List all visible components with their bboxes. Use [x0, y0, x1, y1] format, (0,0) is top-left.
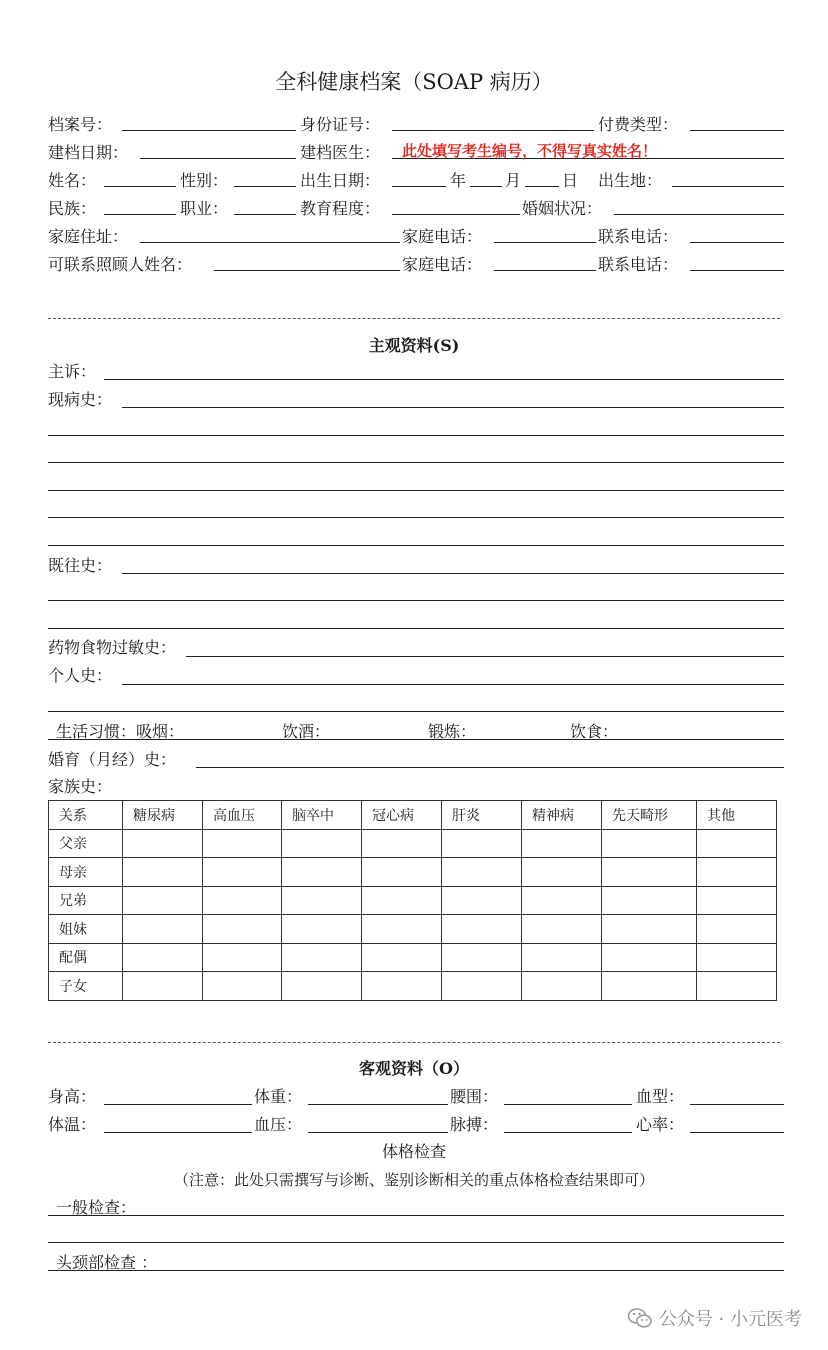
table-cell[interactable] — [602, 943, 697, 972]
general-exam-field[interactable] — [48, 1215, 784, 1216]
watermark-text: 公众号 · 小元医考 — [658, 1309, 802, 1330]
table-cell[interactable] — [203, 886, 282, 915]
education-field[interactable] — [392, 214, 520, 215]
table-cell[interactable] — [123, 886, 203, 915]
table-header: 关系 — [49, 801, 123, 830]
past-history-line[interactable] — [48, 628, 784, 629]
name-field[interactable] — [104, 186, 176, 187]
label-blood-pressure: 血压： — [254, 1115, 303, 1134]
table-header: 先天畸形 — [602, 801, 697, 830]
table-header: 其他 — [697, 801, 777, 830]
label-contact-phone: 联系电话： — [598, 227, 679, 246]
label-allergy: 药物食物过敏史： — [48, 638, 177, 657]
record-no-field[interactable] — [122, 130, 296, 131]
table-cell[interactable] — [282, 972, 362, 1001]
table-cell[interactable] — [203, 858, 282, 887]
label-education: 教育程度： — [300, 199, 381, 218]
temperature-field[interactable] — [104, 1132, 252, 1133]
table-cell[interactable] — [442, 972, 522, 1001]
past-history-field[interactable] — [122, 573, 784, 574]
birth-day-field[interactable] — [525, 186, 559, 187]
label-birth-date: 出生日期： — [300, 171, 381, 190]
label-name: 姓名： — [48, 171, 97, 190]
present-illness-field[interactable] — [122, 407, 784, 408]
home-phone-field[interactable] — [494, 242, 596, 243]
exam-note: （注意：此处只需撰写与诊断、鉴别诊断相关的重点体格检查结果即可） — [173, 1171, 654, 1189]
label-waist: 腰围： — [450, 1087, 499, 1106]
doctor-note: 此处填写考生编号，不得写真实姓名！ — [402, 142, 658, 160]
create-date-field[interactable] — [140, 158, 296, 159]
marital-field[interactable] — [614, 214, 784, 215]
label-personal: 个人史： — [48, 666, 113, 685]
row-label: 姐妹 — [49, 915, 123, 944]
table-cell[interactable] — [522, 886, 602, 915]
label-marriage: 婚育（月经）史： — [48, 750, 177, 769]
section-divider — [48, 318, 780, 319]
table-header: 脑卒中 — [282, 801, 362, 830]
table-cell[interactable] — [203, 943, 282, 972]
label-height: 身高： — [48, 1087, 97, 1106]
table-cell[interactable] — [362, 886, 442, 915]
label-contact-phone-2: 联系电话： — [598, 255, 679, 274]
birth-year-field[interactable] — [392, 186, 446, 187]
present-illness-line[interactable] — [48, 545, 784, 546]
label-doctor: 建档医生： — [300, 143, 381, 162]
table-row — [49, 886, 777, 915]
section-divider — [48, 1042, 780, 1043]
present-illness-line[interactable] — [48, 490, 784, 491]
label-drinking: 饮酒： — [282, 722, 331, 741]
id-no-field[interactable] — [392, 130, 594, 131]
table-cell[interactable] — [522, 972, 602, 1001]
table-cell[interactable] — [123, 972, 203, 1001]
table-cell[interactable] — [362, 829, 442, 858]
blood-type-field[interactable] — [690, 1104, 784, 1105]
table-row — [49, 858, 777, 887]
table-cell[interactable] — [203, 972, 282, 1001]
objective-title: 客观资料（O） — [359, 1059, 469, 1078]
table-cell[interactable] — [442, 943, 522, 972]
label-heart-rate: 心率： — [636, 1115, 685, 1134]
present-illness-line[interactable] — [48, 462, 784, 463]
table-cell[interactable] — [442, 886, 522, 915]
family-history-table — [48, 800, 777, 1001]
heart-rate-field[interactable] — [690, 1132, 784, 1133]
caregiver-field[interactable] — [214, 270, 400, 271]
contact-phone-2-field[interactable] — [690, 270, 784, 271]
present-illness-line[interactable] — [48, 517, 784, 518]
pulse-field[interactable] — [504, 1132, 632, 1133]
label-create-date: 建档日期： — [48, 143, 129, 162]
birth-place-field[interactable] — [672, 186, 784, 187]
label-occupation: 职业： — [180, 199, 229, 218]
label-birth-place: 出生地： — [598, 171, 663, 190]
wechat-icon — [627, 1305, 653, 1331]
table-cell[interactable] — [362, 915, 442, 944]
table-cell[interactable] — [282, 858, 362, 887]
table-row — [49, 943, 777, 972]
table-cell[interactable] — [282, 943, 362, 972]
table-cell[interactable] — [602, 972, 697, 1001]
marriage-field[interactable] — [196, 767, 784, 768]
table-cell[interactable] — [203, 915, 282, 944]
row-label: 母亲 — [49, 858, 123, 887]
height-field[interactable] — [104, 1104, 252, 1105]
pay-type-field[interactable] — [690, 130, 784, 131]
present-illness-line[interactable] — [48, 435, 784, 436]
table-cell[interactable] — [602, 886, 697, 915]
habits-field[interactable] — [48, 739, 784, 740]
table-row — [49, 915, 777, 944]
row-label: 子女 — [49, 972, 123, 1001]
table-row — [49, 972, 777, 1001]
label-caregiver: 可联系照顾人姓名： — [48, 255, 193, 274]
label-pay-type: 付费类型： — [598, 115, 679, 134]
past-history-line[interactable] — [48, 600, 784, 601]
label-record-no: 档案号： — [48, 115, 113, 134]
table-header: 高血压 — [203, 801, 282, 830]
general-exam-line[interactable] — [48, 1242, 784, 1243]
exam-title: 体格检查 — [381, 1142, 446, 1161]
table-cell[interactable] — [697, 972, 777, 1001]
table-cell[interactable] — [362, 858, 442, 887]
table-row — [49, 829, 777, 858]
table-cell[interactable] — [123, 943, 203, 972]
table-cell[interactable] — [602, 915, 697, 944]
label-temperature: 体温： — [48, 1115, 97, 1134]
contact-phone-field[interactable] — [690, 242, 784, 243]
label-present-illness: 现病史： — [48, 390, 113, 409]
waist-field[interactable] — [504, 1104, 632, 1105]
label-home-phone: 家庭电话： — [402, 227, 483, 246]
table-cell[interactable] — [282, 886, 362, 915]
row-label: 父亲 — [49, 829, 123, 858]
label-blood-type: 血型： — [636, 1087, 685, 1106]
label-weight: 体重： — [254, 1087, 303, 1106]
label-family: 家族史： — [48, 777, 113, 796]
row-label: 兄弟 — [49, 886, 123, 915]
table-cell[interactable] — [442, 829, 522, 858]
table-cell[interactable] — [697, 858, 777, 887]
head-neck-exam-field[interactable] — [48, 1270, 784, 1271]
table-header: 精神病 — [522, 801, 602, 830]
table-cell[interactable] — [442, 915, 522, 944]
label-ethnicity: 民族： — [48, 199, 97, 218]
table-header: 糖尿病 — [123, 801, 203, 830]
table-cell[interactable] — [602, 829, 697, 858]
row-label: 配偶 — [49, 943, 123, 972]
table-cell[interactable] — [123, 858, 203, 887]
blood-pressure-field[interactable] — [308, 1132, 448, 1133]
personal-line[interactable] — [48, 711, 784, 712]
label-habits: 生活习惯：吸烟： — [56, 722, 185, 741]
label-id-no: 身份证号： — [300, 115, 381, 134]
table-cell[interactable] — [522, 858, 602, 887]
label-pulse: 脉搏： — [450, 1115, 499, 1134]
page-title: 全科健康档案（SOAP 病历） — [275, 70, 553, 94]
table-cell[interactable] — [522, 829, 602, 858]
table-cell[interactable] — [362, 943, 442, 972]
table-cell[interactable] — [697, 829, 777, 858]
table-header: 冠心病 — [362, 801, 442, 830]
table-cell[interactable] — [697, 915, 777, 944]
occupation-field[interactable] — [234, 214, 296, 215]
label-exercise: 锻炼： — [428, 722, 477, 741]
label-chief-complaint: 主诉： — [48, 362, 97, 381]
table-cell[interactable] — [522, 915, 602, 944]
table-cell[interactable] — [602, 858, 697, 887]
weight-field[interactable] — [308, 1104, 448, 1105]
table-cell[interactable] — [123, 829, 203, 858]
label-year: 年 — [450, 171, 467, 190]
label-marital: 婚姻状况： — [522, 199, 603, 218]
label-diet: 饮食： — [570, 722, 619, 741]
table-cell[interactable] — [362, 972, 442, 1001]
ethnicity-field[interactable] — [104, 214, 176, 215]
table-cell[interactable] — [697, 886, 777, 915]
table-cell[interactable] — [282, 915, 362, 944]
table-header-row — [49, 801, 777, 830]
label-address: 家庭住址： — [48, 227, 129, 246]
allergy-field[interactable] — [186, 656, 784, 657]
table-cell[interactable] — [522, 943, 602, 972]
table-cell[interactable] — [123, 915, 203, 944]
address-field[interactable] — [140, 242, 400, 243]
table-header: 肝炎 — [442, 801, 522, 830]
watermark — [627, 1305, 802, 1331]
table-cell[interactable] — [203, 829, 282, 858]
home-phone-2-field[interactable] — [494, 270, 596, 271]
table-cell[interactable] — [442, 858, 522, 887]
chief-complaint-field[interactable] — [104, 379, 784, 380]
personal-field[interactable] — [122, 684, 784, 685]
label-general-exam: 一般检查： — [56, 1198, 137, 1217]
table-cell[interactable] — [697, 943, 777, 972]
sex-field[interactable] — [234, 186, 296, 187]
label-month: 月 — [505, 171, 522, 190]
label-head-neck-exam: 头颈部检查 ： — [56, 1253, 158, 1272]
birth-month-field[interactable] — [470, 186, 502, 187]
subjective-title: 主观资料(S) — [368, 336, 460, 355]
label-sex: 性别： — [180, 171, 229, 190]
label-home-phone-2: 家庭电话： — [402, 255, 483, 274]
label-past-history: 既往史： — [48, 556, 113, 575]
label-day: 日 — [562, 171, 579, 190]
table-cell[interactable] — [282, 829, 362, 858]
